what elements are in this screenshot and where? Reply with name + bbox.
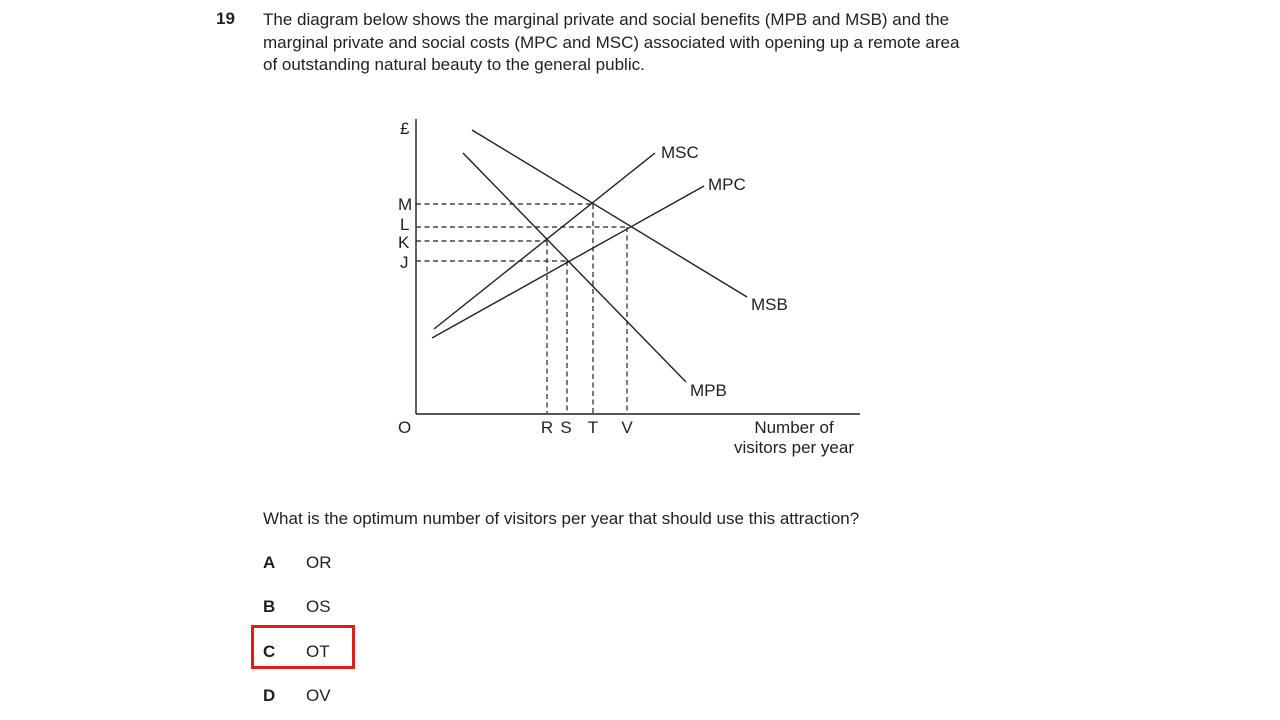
option-letter: C <box>263 642 276 661</box>
axis-labels <box>398 119 854 457</box>
quantity-label-T: T <box>587 418 599 437</box>
price-label-M: M <box>398 195 413 214</box>
option-letter: A <box>263 553 276 572</box>
quantity-label-R: R <box>540 418 554 437</box>
option-text: OR <box>306 553 332 572</box>
curves <box>432 130 747 382</box>
x-axis-label-line1: Number of <box>754 418 834 437</box>
mpb-label: MPB <box>690 381 727 400</box>
option-text: OV <box>306 686 331 705</box>
curve-labels <box>661 143 788 400</box>
x-axis-label-line2: visitors per year <box>734 438 854 457</box>
selected-answer-highlight <box>251 625 355 669</box>
mpb-curve <box>463 153 686 382</box>
question-number: 19 <box>216 9 235 28</box>
dashed-guides <box>416 204 627 413</box>
mpc-label: MPC <box>708 175 746 194</box>
option-text: OS <box>306 597 331 616</box>
question-prompt: What is the optimum number of visitors per year that should use this attraction? <box>263 509 860 528</box>
price-label-L: L <box>400 215 410 234</box>
option-letter: B <box>263 597 276 616</box>
option-letter: D <box>263 686 276 705</box>
price-label-J: J <box>400 253 409 272</box>
quantity-label-S: S <box>560 418 572 437</box>
msb-label: MSB <box>751 295 788 314</box>
axes <box>416 119 860 414</box>
msb-curve <box>472 130 747 297</box>
option-text: OT <box>306 642 330 661</box>
mpc-curve <box>432 186 704 338</box>
quantity-label-V: V <box>621 418 633 437</box>
stem-line: of outstanding natural beauty to the general public. <box>263 55 645 74</box>
stem-line: The diagram below shows the marginal private and social benefits (MPB and MSB) and the <box>263 10 950 29</box>
msc-label: MSC <box>661 143 699 162</box>
y-axis-label: £ <box>400 119 410 138</box>
stem-line: marginal private and social costs (MPC and MSC) associated with opening up a remote area <box>263 32 960 52</box>
price-label-K: K <box>398 233 410 252</box>
origin-label: O <box>398 418 412 437</box>
